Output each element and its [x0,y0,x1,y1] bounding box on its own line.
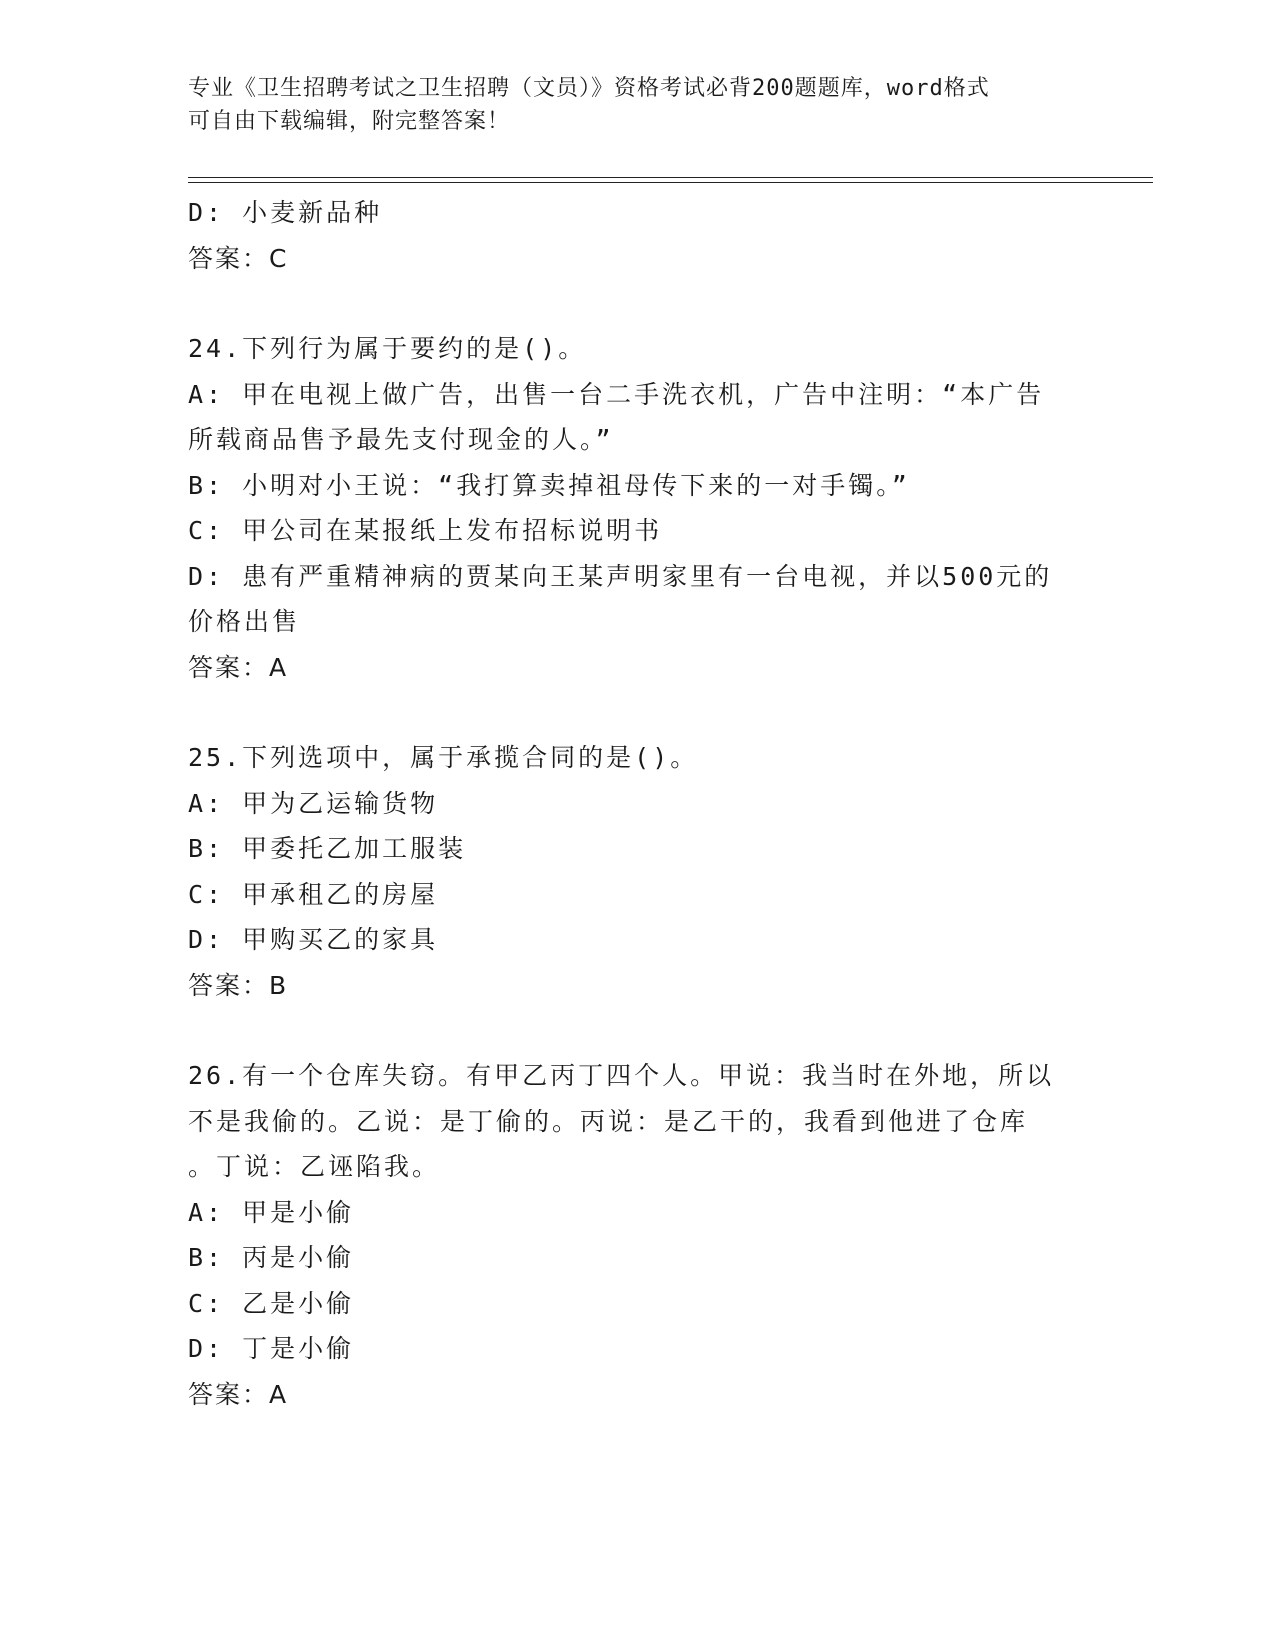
document-header [188,72,1068,138]
header-divider [188,177,1153,178]
option-b: B: 甲委托乙加工服装 [188,834,467,863]
option-d: D: 小麦新品种 [188,198,383,227]
answer-line: 答案：A [188,1379,289,1409]
option-b: B: 小明对小王说：“我打算卖掉祖母传下来的一对手镯。” [188,470,910,500]
question-24 [188,326,1088,690]
option-a: A: 甲是小偷 [188,1197,355,1227]
header-line: 可自由下载编辑，附完整答案！ [188,109,511,134]
option-d: D: 患有严重精神病的贾某向王某声明家里有一台电视，并以500元的 [188,561,1053,591]
question-stem: 。丁说：乙诬陷我。 [188,1152,441,1181]
question-stem: 24.下列行为属于要约的是()。 [188,334,587,363]
option-d: D: 甲购买乙的家具 [188,925,439,954]
question-26 [188,1053,1088,1417]
header-line: 专业《卫生招聘考试之卫生招聘（文员）》资格考试必背200题题库，word格式 [188,76,990,101]
answer-line: 答案：A [188,652,289,682]
question-25 [188,735,1088,1008]
question-stem: 26.有一个仓库失窃。有甲乙丙丁四个人。甲说：我当时在外地，所以 [188,1061,1055,1090]
answer-line: 答案：B [188,970,289,1000]
option-c: C: 甲公司在某报纸上发布招标说明书 [188,516,663,545]
option-c: C: 乙是小偷 [188,1288,355,1318]
header-divider [188,182,1153,183]
question-content [188,190,1088,1417]
option-c: C: 甲承租乙的房屋 [188,879,439,909]
question-stem: 不是我偷的。乙说：是丁偷的。丙说：是乙干的，我看到他进了仓库 [188,1106,1029,1136]
option-b: B: 丙是小偷 [188,1243,355,1272]
answer-line: 答案：C [188,243,289,273]
option-d-continued: 价格出售 [188,607,301,636]
question-stem: 25.下列选项中，属于承揽合同的是()。 [188,743,699,772]
option-a: A: 甲在电视上做广告，出售一台二手洗衣机，广告中注明：“本广告 [188,379,1045,409]
option-a: A: 甲为乙运输货物 [188,788,439,818]
option-a-continued: 所载商品售予最先支付现金的人。” [188,425,614,454]
option-d: D: 丁是小偷 [188,1334,355,1363]
previous-question-tail [188,190,1088,281]
